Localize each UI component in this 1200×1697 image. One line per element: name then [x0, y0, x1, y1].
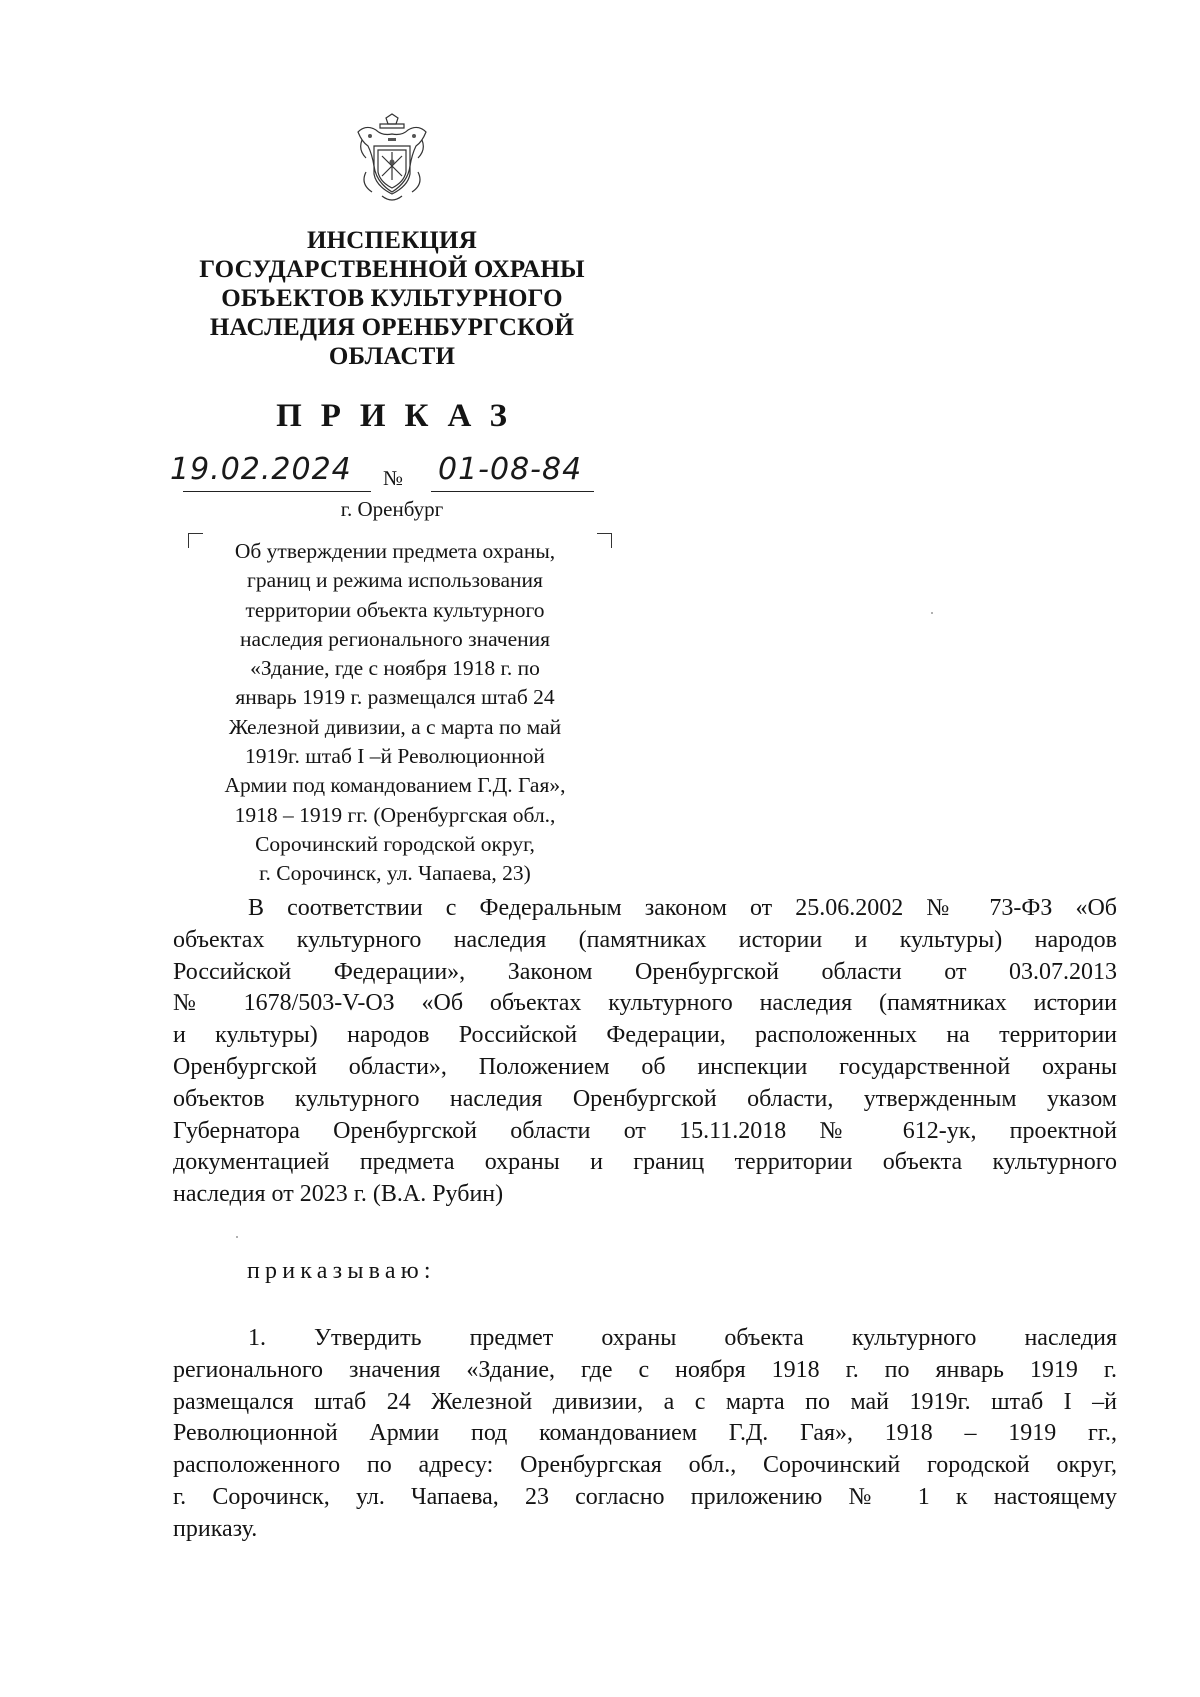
scan-speck — [931, 612, 933, 614]
org-line: НАСЛЕДИЯ ОРЕНБУРГСКОЙ — [209, 314, 575, 341]
paragraph-line: Российской Федерации», Законом Оренбургской области от 03.07.2013 — [173, 958, 1117, 985]
subject-line: 1918 – 1919 гг. (Оренбургская обл., — [234, 802, 556, 827]
number-underline — [431, 491, 594, 492]
paragraph-line: Губернатора Оренбургской области от 15.11.2018 № 612-ук, проектной — [173, 1117, 1117, 1144]
subject-line: г. Сорочинск, ул. Чапаева, 23) — [259, 861, 531, 886]
paragraph-line: документацией предмета охраны и границ территории объекта культурного — [173, 1149, 1117, 1176]
paragraph-line: приказу. — [173, 1515, 258, 1542]
paragraph-line: и культуры) народов Российской Федерации, расположенных на территории — [173, 1022, 1117, 1049]
order-item-1 — [173, 1323, 1117, 1546]
paragraph-line: В соответствии с Федеральным законом от 25.06.2002 № 73-ФЗ «Об — [248, 895, 1117, 921]
subject-line: Сорочинский городской округ, — [255, 831, 535, 856]
paragraph-line: наследия от 2023 г. (В.А. Рубин) — [173, 1181, 504, 1208]
subject-line: наследия регионального значения — [239, 626, 551, 651]
paragraph-line: г. Сорочинск, ул. Чапаева, 23 согласно приложению № 1 к настоящему — [173, 1483, 1117, 1510]
paragraph-line: № 1678/503-V-ОЗ «Об объектах культурного наследия (памятниках истории — [173, 990, 1117, 1017]
subject-line: территории объекта культурного — [245, 597, 545, 622]
org-line: ОБЪЕКТОВ КУЛЬТУРНОГО — [221, 285, 563, 312]
order-date-handwritten: 19.02.2024 — [170, 452, 352, 487]
date-underline — [183, 491, 371, 492]
org-line: ИНСПЕКЦИЯ — [307, 227, 477, 254]
org-line: ОБЛАСТИ — [328, 343, 456, 370]
scan-speck — [236, 1236, 238, 1238]
paragraph-line: 1. Утвердить предмет охраны объекта культурного наследия — [248, 1325, 1117, 1351]
org-line: ГОСУДАРСТВЕННОЙ ОХРАНЫ — [199, 256, 585, 283]
number-sign: № — [383, 466, 404, 490]
city-name: г. Оренбург — [340, 497, 444, 521]
paragraph-line: Оренбургской области», Положением об инспекции государственной охраны — [173, 1053, 1117, 1080]
subject-line: границ и режима использования — [247, 568, 543, 593]
paragraph-line: объектах культурного наследия (памятниках истории и культуры) народов — [173, 926, 1117, 953]
subject-line: январь 1919 г. размещался штаб 24 — [235, 685, 555, 710]
order-number-handwritten: 01-08-84 — [438, 452, 583, 487]
subject-line: 1919г. штаб I –й Революционной — [245, 744, 545, 769]
paragraph-line: Революционной Армии под командованием Г.Д. Гая», 1918 – 1919 гг., — [173, 1420, 1117, 1447]
subject-line: «Здание, где с ноября 1918 г. по — [250, 656, 540, 681]
subject-line: Армии под командованием Г.Д. Гая», — [224, 773, 566, 798]
order-directive-word: приказываю: — [247, 1258, 436, 1284]
preamble-paragraph — [173, 893, 1117, 1211]
document-type-title: ПРИКАЗ — [276, 398, 526, 434]
subject-line: Железной дивизии, а с марта по май — [228, 714, 562, 739]
paragraph-line: регионального значения «Здание, где с ноября 1918 г. по январь 1919 г. — [173, 1356, 1117, 1383]
paragraph-line: объектов культурного наследия Оренбургской области, утвержденным указом — [173, 1085, 1117, 1112]
coat-of-arms-emblem — [352, 112, 432, 208]
organization-name — [160, 226, 624, 371]
paragraph-line: размещался штаб 24 Железной дивизии, а с марта по май 1919г. штаб I –й — [173, 1388, 1117, 1415]
subject-line: Об утверждении предмета охраны, — [234, 539, 556, 563]
paragraph-line: расположенного по адресу: Оренбургская обл., Сорочинский городской округ, — [173, 1452, 1117, 1479]
order-subject — [190, 537, 600, 889]
